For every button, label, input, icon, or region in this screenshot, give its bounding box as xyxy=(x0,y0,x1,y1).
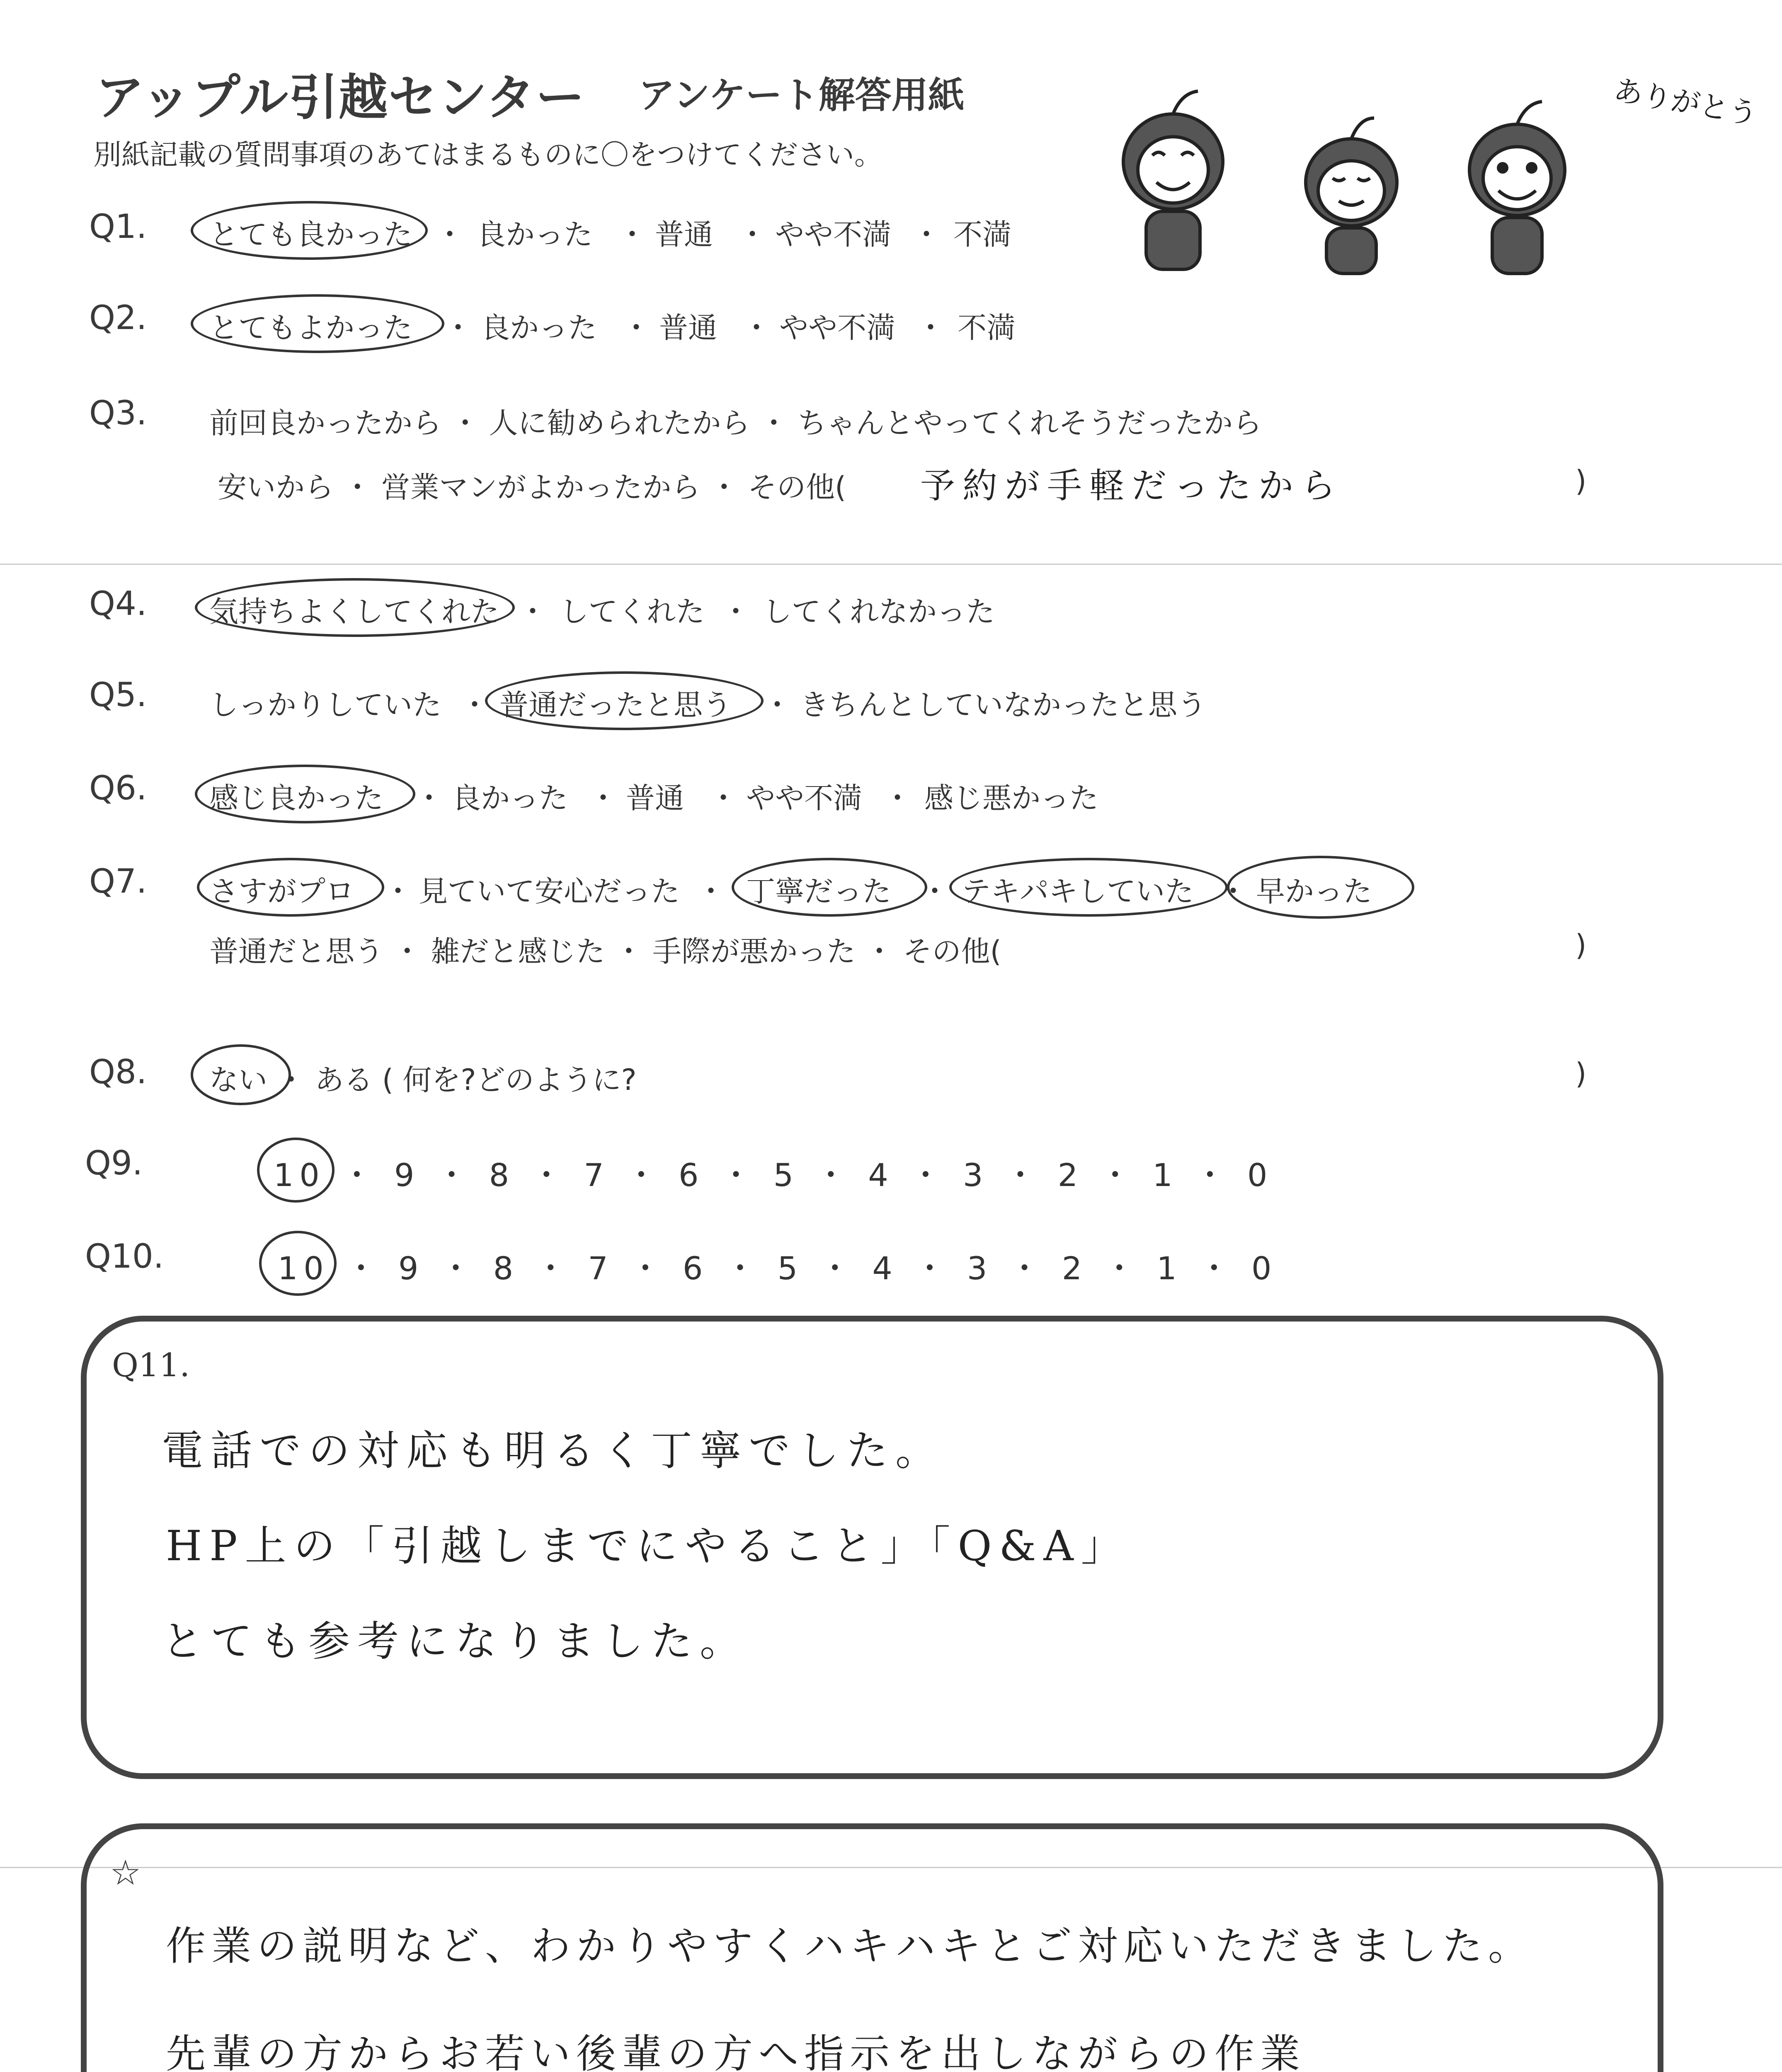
fold-line xyxy=(0,564,1782,565)
q8-label: Q8. xyxy=(89,1053,147,1091)
q2-label: Q2. xyxy=(89,298,147,337)
q1-option-3[interactable]: 普通 xyxy=(655,218,713,252)
q11-line-2: HP上の「引越しまでにやること」「Q&A」 xyxy=(166,1522,1130,1570)
q7-selected-circle-3 xyxy=(949,858,1228,917)
q10-selected-circle xyxy=(259,1231,337,1296)
q3-close-paren: ) xyxy=(1575,464,1587,498)
q11-line-3: とても参考になりました。 xyxy=(162,1617,749,1665)
q10-scale[interactable]: 10 ・ 9 ・ 8 ・ 7 ・ 6 ・ 5 ・ 4 ・ 3 ・ 2 ・ 1 ・ 0 xyxy=(278,1250,1278,1287)
q2-option-5[interactable]: 不満 xyxy=(958,311,1016,345)
q7-selected-circle-1 xyxy=(197,858,384,917)
q5-option-2[interactable]: 普通だったと思う xyxy=(499,688,732,722)
form-subtitle: アンケート解答用紙 xyxy=(638,74,965,116)
q11-line-1: 電話での対応も明るく丁寧でした。 xyxy=(162,1426,944,1475)
q1-selected-circle xyxy=(191,201,428,260)
q2-option-4[interactable]: やや不満 xyxy=(779,311,895,345)
star-line-1: 作業の説明など、わかりやすくハキハキとご対応いただきました。 xyxy=(166,1923,1534,1969)
q6-option-3[interactable]: 普通 xyxy=(626,781,684,815)
q6-selected-circle xyxy=(195,765,415,823)
monkey-2-icon xyxy=(1306,118,1397,274)
q7-selected-circle-2 xyxy=(732,858,927,917)
q8-options[interactable]: ない ・ ある ( 何を?どのように? xyxy=(209,1063,637,1097)
q9-label: Q9. xyxy=(85,1144,143,1182)
q7-line-2[interactable]: 普通だと思う ・ 雑だと感じた ・ 手際が悪かった ・ その他( xyxy=(209,934,1001,968)
q9-selected-circle xyxy=(257,1138,335,1203)
q5-label: Q5. xyxy=(89,675,147,714)
q4-option-3[interactable]: してくれなかった xyxy=(763,595,995,629)
q1-label: Q1. xyxy=(89,207,147,246)
q3-line-1[interactable]: 前回良かったから ・ 人に勧められたから ・ ちゃんとやってくれそうだったから xyxy=(209,406,1262,440)
q6-option-1[interactable]: 感じ良かった xyxy=(209,781,383,815)
q7-option-1[interactable]: さすがプロ xyxy=(209,874,354,908)
q2-option-1[interactable]: とてもよかった xyxy=(209,311,412,345)
q4-option-1[interactable]: 気持ちよくしてくれた xyxy=(209,595,499,629)
q7-selected-circle-4 xyxy=(1227,856,1414,919)
q6-label: Q6. xyxy=(89,769,147,807)
q2-option-3[interactable]: 普通 xyxy=(659,311,717,345)
company-title: アップル引越センター xyxy=(95,69,586,126)
q1-option-1[interactable]: とても良かった xyxy=(209,218,412,252)
q6-option-5[interactable]: 感じ悪かった xyxy=(924,781,1098,815)
q3-other-handwritten: 予約が手軽だったから xyxy=(920,465,1343,506)
q2-selected-circle xyxy=(191,294,444,353)
monkey-1-icon xyxy=(1123,91,1223,269)
monkey-3-icon xyxy=(1469,102,1565,274)
q7-option-3[interactable]: 丁寧だった xyxy=(746,874,891,908)
q4-label: Q4. xyxy=(89,584,147,623)
q1-option-2[interactable]: 良かった xyxy=(477,218,593,252)
q7-option-4[interactable]: テキパキしていた xyxy=(962,874,1194,908)
q5-option-3[interactable]: きちんとしていなかったと思う xyxy=(800,688,1206,722)
q1-option-4[interactable]: やや不満 xyxy=(775,218,891,252)
instruction-text: 別紙記載の質問事項のあてはまるものに〇をつけてください。 xyxy=(93,139,883,172)
q9-scale[interactable]: 10 ・ 9 ・ 8 ・ 7 ・ 6 ・ 5 ・ 4 ・ 3 ・ 2 ・ 1 ・ 0 xyxy=(274,1157,1273,1193)
q8-selected-circle xyxy=(191,1044,291,1105)
q8-close-paren: ) xyxy=(1575,1057,1587,1091)
q6-option-2[interactable]: 良かった xyxy=(452,781,568,815)
q5-option-1[interactable]: しっかりしていた xyxy=(209,688,441,722)
star-line-2: 先輩の方からお若い後輩の方へ指示を出しながらの作業 xyxy=(166,2031,1306,2072)
q1-option-5[interactable]: 不満 xyxy=(953,218,1011,252)
q10-label: Q10. xyxy=(85,1237,164,1276)
star-icon: ☆ xyxy=(110,1852,141,1893)
q11-label: Q11. xyxy=(112,1347,190,1384)
q5-selected-circle xyxy=(485,671,764,730)
q7-option-2[interactable]: 見ていて安心だった xyxy=(419,874,680,908)
q2-option-2[interactable]: 良かった xyxy=(481,311,597,345)
q6-option-4[interactable]: やや不満 xyxy=(746,781,862,815)
q4-selected-circle xyxy=(195,578,515,637)
thanks-text: ありがとう xyxy=(1611,73,1760,132)
q7-close-paren: ) xyxy=(1575,928,1587,962)
q7-label: Q7. xyxy=(89,862,147,900)
monkey-mascots-illustration xyxy=(1103,66,1760,282)
q7-option-5[interactable]: 早かった xyxy=(1256,874,1372,908)
q3-label: Q3. xyxy=(89,394,147,432)
q3-line-2[interactable]: 安いから ・ 営業マンがよかったから ・ その他( xyxy=(218,470,846,504)
q4-option-2[interactable]: してくれた xyxy=(560,595,705,629)
